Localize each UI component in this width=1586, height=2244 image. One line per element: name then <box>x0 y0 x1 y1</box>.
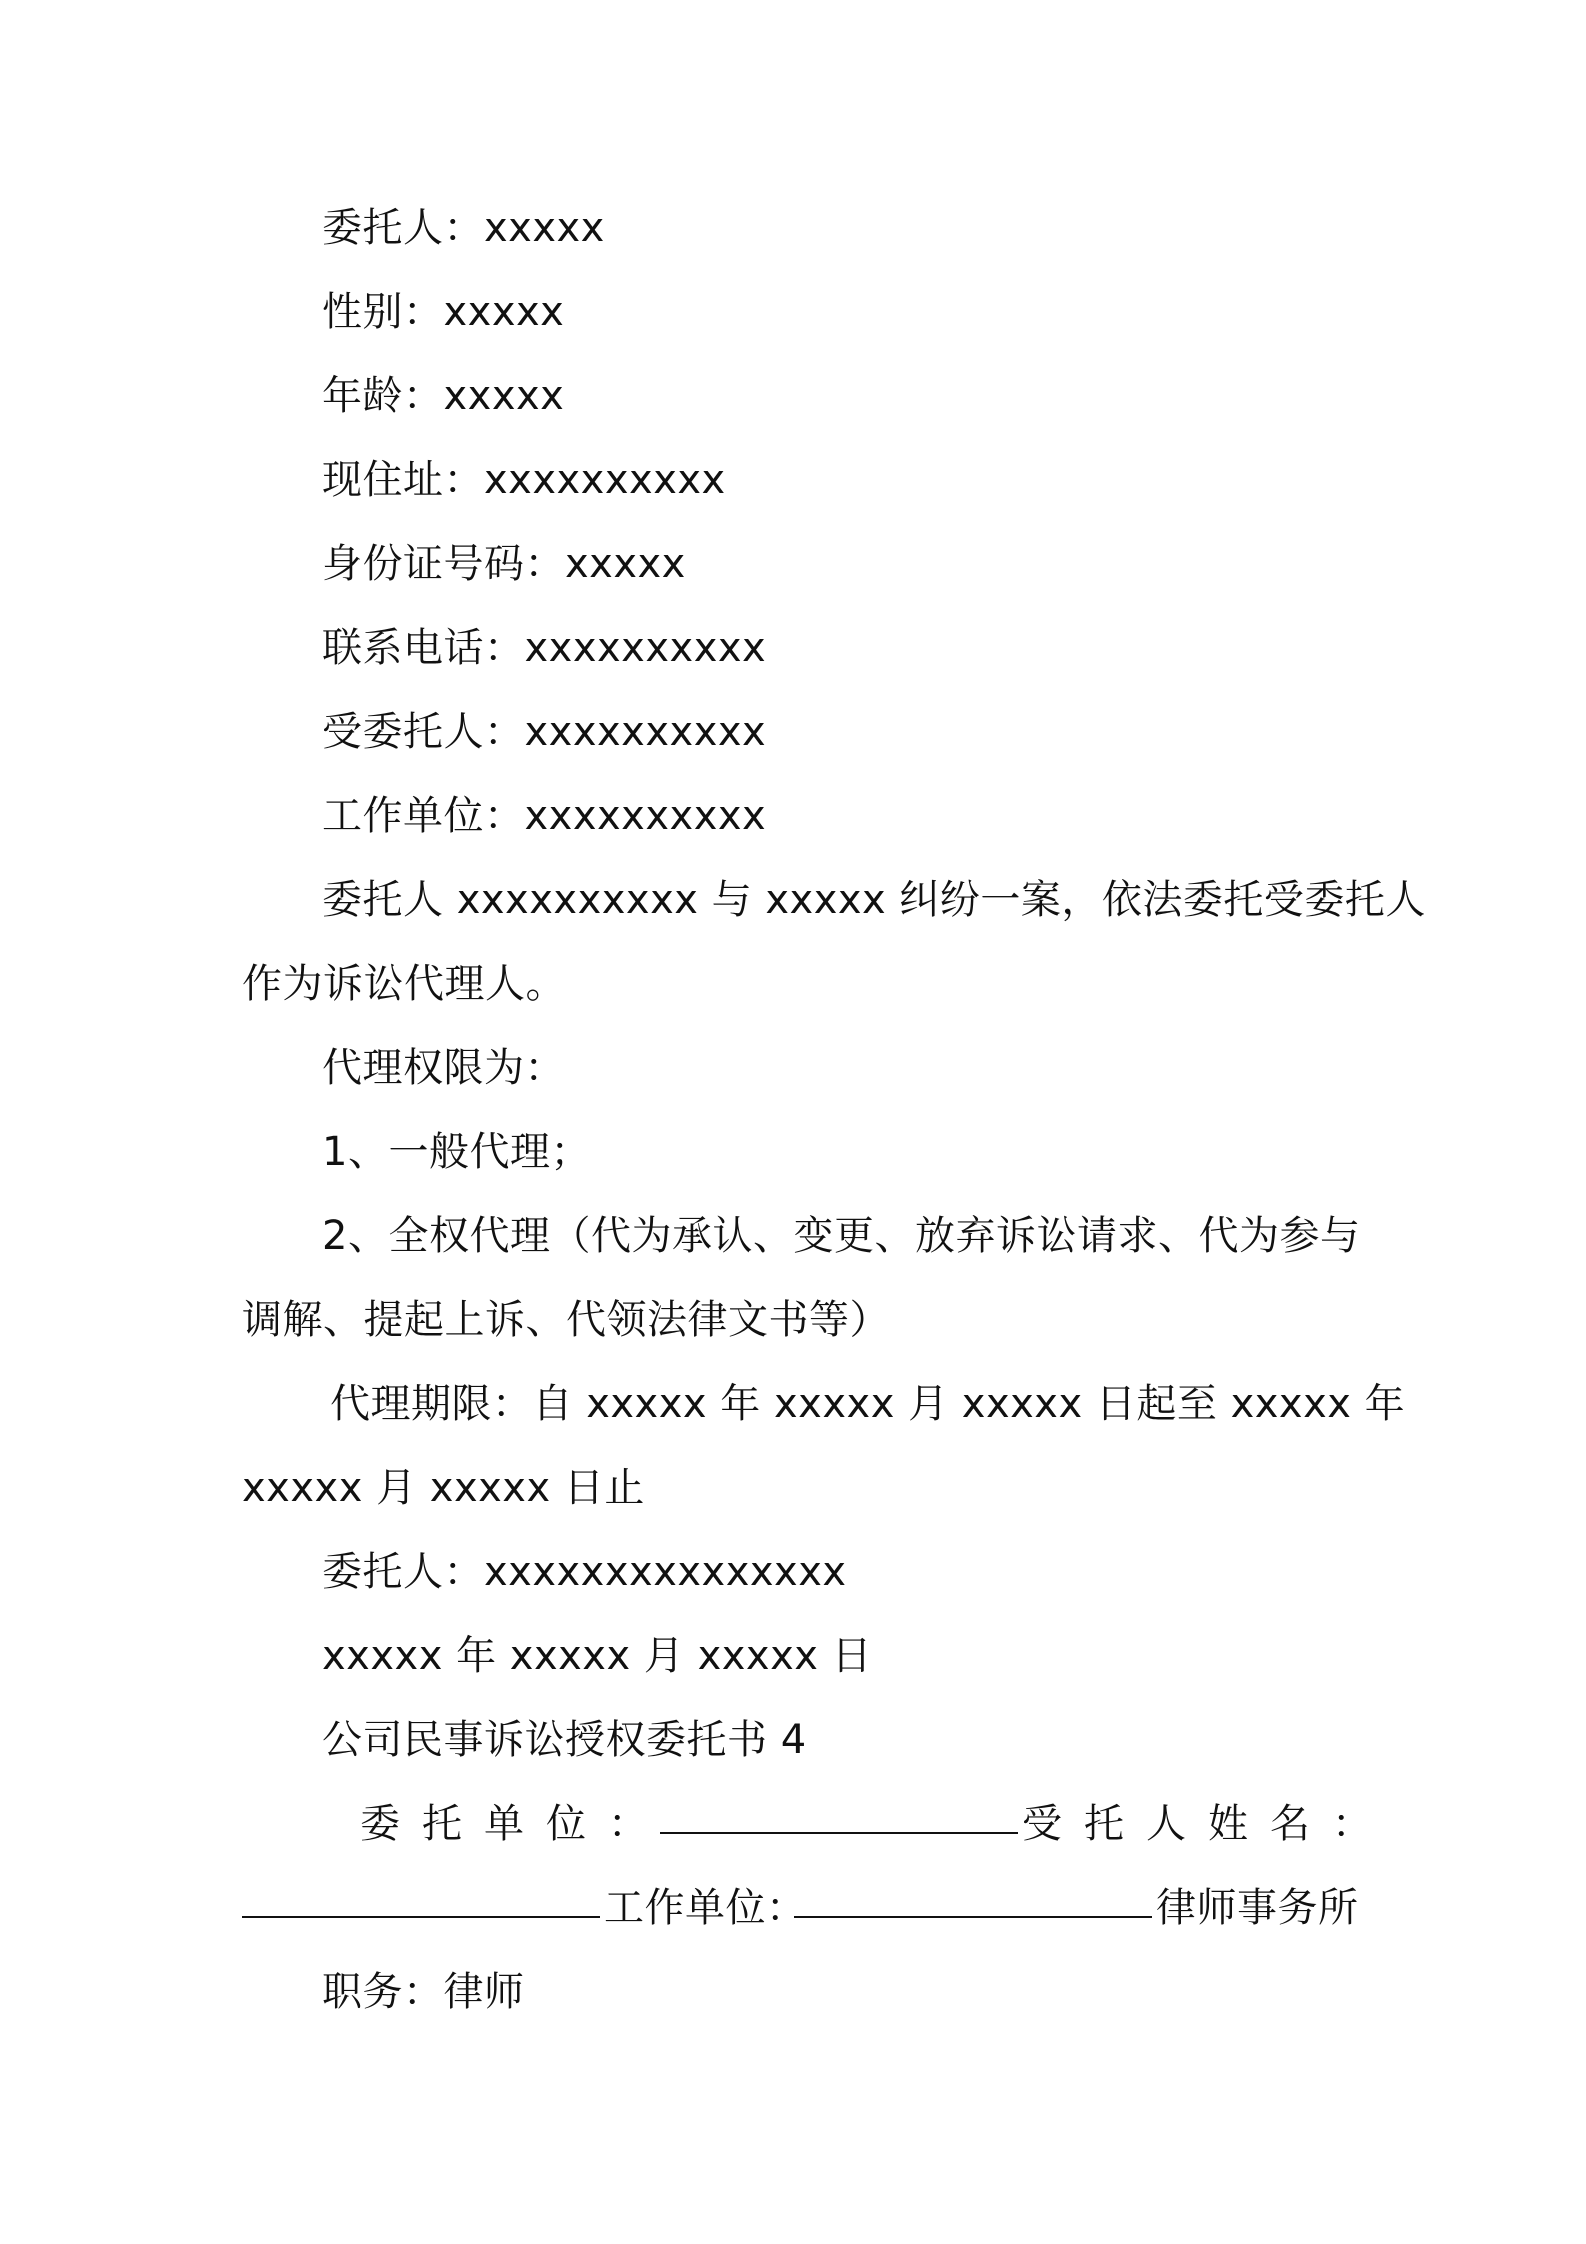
principal-line: 委托人：xxxxx <box>322 205 605 251</box>
form-agent-name-label <box>1022 1796 1394 1852</box>
authority-heading: 代理权限为： <box>322 1045 565 1091</box>
phone-line: 联系电话：xxxxxxxxxx <box>322 625 767 671</box>
authority-item-2: 2、全权代理（代为承认、变更、放弃诉讼请求、代为参与 <box>322 1213 1361 1259</box>
agent-workplace-line: 工作单位：xxxxxxxxxx <box>322 793 767 839</box>
agent-line: 受委托人：xxxxxxxxxx <box>322 709 767 755</box>
term-line-2: xxxxx 月 xxxxx 日止 <box>242 1465 645 1511</box>
form-unit-blank <box>660 1798 1018 1834</box>
age-line: 年龄：xxxxx <box>322 373 565 419</box>
form-unit-label <box>360 1796 670 1852</box>
signature-date: xxxxx 年 xxxxx 月 xxxxx 日 <box>322 1633 873 1679</box>
authority-item-2-continued: 调解、提起上诉、代领法律文书等） <box>242 1297 890 1343</box>
form-workplace-label: 工作单位： <box>604 1885 807 1931</box>
signature-principal: 委托人：xxxxxxxxxxxxxxx <box>322 1549 847 1595</box>
statement-line-2: 作为诉讼代理人。 <box>242 961 566 1007</box>
form-agent-name-label-text: 受托人姓名： <box>1022 1801 1394 1847</box>
form-position: 职务：律师 <box>322 1969 525 2015</box>
statement-line-1: 委托人 xxxxxxxxxx 与 xxxxx 纠纷一案，依法委托受委托人 <box>322 877 1426 923</box>
form-agent-name-blank <box>242 1882 600 1918</box>
form-unit-label-text: 委托单位： <box>360 1801 670 1847</box>
form-law-firm: 律师事务所 <box>1156 1885 1359 1931</box>
term-line-1: 代理期限：自 xxxxx 年 xxxxx 月 xxxxx 日起至 xxxxx 年 <box>330 1381 1406 1427</box>
gender-line: 性别：xxxxx <box>322 289 565 335</box>
id-number-line: 身份证号码：xxxxx <box>322 541 686 587</box>
form-workplace-blank <box>794 1882 1152 1918</box>
address-line: 现住址：xxxxxxxxxx <box>322 457 726 503</box>
section-title: 公司民事诉讼授权委托书 4 <box>322 1717 807 1763</box>
authority-item-1: 1、一般代理； <box>322 1129 591 1175</box>
